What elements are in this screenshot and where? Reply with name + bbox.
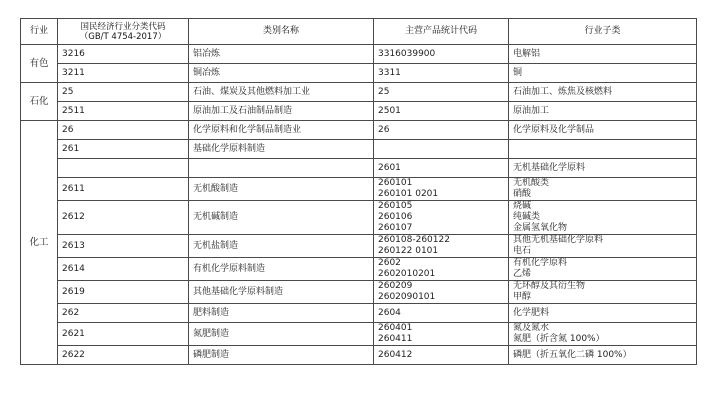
sub-industry: 铜 [513,67,523,78]
national-code-cell: 2511 [58,102,189,121]
sub-industry: 金属氢氧化物 [513,223,568,233]
national-code-cell: 2622 [58,346,189,365]
header-national-code-standard: （GB/T 4754-2017） [79,31,167,42]
sub-industry: 无环醇及其衍生物 [513,281,586,291]
product-code-cell [374,178,509,201]
national-code-cell: 26 [58,121,189,140]
sub-industry: 化学原料及化学制品 [513,124,595,135]
category-name-cell: 氮肥制造 [189,323,374,346]
product-code-cell [374,258,509,281]
product-code: 2602 [378,258,401,268]
product-code: 2501 [378,105,401,116]
table-row [21,102,697,121]
category-name-cell: 石油、煤炭及其他燃料加工业 [189,83,374,102]
sub-industry: 烧碱 [513,201,532,211]
product-code: 26 [378,124,390,135]
sub-industry: 纯碱类 [513,212,541,222]
national-code-cell: 2613 [58,235,189,258]
header-national-code [58,19,189,45]
table-row [21,83,697,102]
table-row [21,323,697,346]
product-code: 260122 0101 [378,246,439,256]
category-name-cell: 有机化学原料制造 [189,258,374,281]
sub-industry: 有机化学原料 [513,258,568,268]
header-industry: 行业 [21,19,58,45]
table-row [21,45,697,64]
product-code: 3316039900 [378,48,436,59]
product-code-cell [374,323,509,346]
sub-industry: 无机基础化学原料 [513,162,586,173]
product-code-cell [374,121,509,140]
sub-industry: 电解铝 [513,48,541,59]
header-category-name: 类别名称 [189,19,374,45]
national-code-cell: 262 [58,304,189,323]
sub-industry-cell [509,121,697,140]
sub-industry-cell [509,235,697,258]
table-row [21,140,697,159]
industry-cell: 有色 [21,45,58,83]
sub-industry-cell [509,258,697,281]
sub-industry-cell [509,102,697,121]
header-row [21,19,697,45]
national-code-cell: 2614 [58,258,189,281]
table-row [21,304,697,323]
industry-cell: 化工 [21,121,58,365]
table-row [21,178,697,201]
sub-industry: 硝酸 [513,189,532,199]
national-code-cell: 2612 [58,201,189,235]
table-row [21,281,697,304]
product-code: 2602010201 [378,269,436,279]
sub-industry: 化学肥料 [513,307,550,318]
national-code-cell [58,159,189,178]
product-code: 260108-260122 [378,235,450,245]
national-code-cell: 3211 [58,64,189,83]
sub-industry-cell [509,304,697,323]
industry-code-table [20,18,697,365]
product-code-cell [374,64,509,83]
category-name-cell: 化学原料和化学制品制造业 [189,121,374,140]
product-code-cell [374,140,509,159]
sub-industry: 其他无机基础化学原料 [513,235,604,245]
category-name-cell: 基础化学原料制造 [189,140,374,159]
sub-industry-cell [509,159,697,178]
national-code-cell: 25 [58,83,189,102]
category-name-cell: 铜冶炼 [189,64,374,83]
product-code: 260101 0201 [378,189,439,199]
product-code-cell [374,201,509,235]
sub-industry-cell [509,64,697,83]
header-sub-industry: 行业子类 [509,19,697,45]
industry-cell: 石化 [21,83,58,121]
product-code: 260401 [378,323,413,333]
sub-industry-cell [509,346,697,365]
sub-industry-cell [509,45,697,64]
national-code-cell: 2611 [58,178,189,201]
product-code: 260101 [378,178,413,188]
sub-industry-cell [509,83,697,102]
sub-industry-cell [509,281,697,304]
product-code: 260412 [378,349,413,360]
product-code-cell [374,304,509,323]
product-code: 260107 [378,223,413,233]
category-name-cell: 原油加工及石油制品制造 [189,102,374,121]
national-code-cell: 3216 [58,45,189,64]
category-name-cell: 其他基础化学原料制造 [189,281,374,304]
sub-industry: 磷肥（折五氧化二磷 100%） [513,349,632,360]
sub-industry: 甲醇 [513,292,532,302]
table-body [21,45,697,365]
product-code-cell [374,102,509,121]
product-code: 260105 [378,201,413,211]
national-code-cell: 261 [58,140,189,159]
sub-industry: 原油加工 [513,105,550,116]
category-name-cell: 肥料制造 [189,304,374,323]
category-name-cell: 无机碱制造 [189,201,374,235]
category-name-cell: 铝冶炼 [189,45,374,64]
product-code: 2604 [378,307,401,318]
table-row [21,258,697,281]
header-product-code: 主营产品统计代码 [374,19,509,45]
product-code: 260106 [378,212,413,222]
sub-industry: 无机酸类 [513,178,550,188]
category-name-cell: 磷肥制造 [189,346,374,365]
sub-industry-cell [509,178,697,201]
sub-industry: 氮肥（折含氮 100%） [513,334,605,344]
table-row [21,235,697,258]
product-code: 2602090101 [378,292,436,302]
product-code-cell [374,346,509,365]
sub-industry-cell [509,323,697,346]
product-code-cell [374,45,509,64]
sub-industry: 石油加工、炼焦及核燃料 [513,86,613,97]
sub-industry: 氮及氮水 [513,323,550,333]
sub-industry: 电石 [513,246,532,256]
product-code: 260411 [378,334,413,344]
national-code-cell: 2619 [58,281,189,304]
product-code: 3311 [378,67,401,78]
product-code-cell [374,83,509,102]
product-code: 2601 [378,162,401,173]
table-row [21,201,697,235]
category-name-cell [189,159,374,178]
category-name-cell: 无机盐制造 [189,235,374,258]
product-code-cell [374,235,509,258]
product-code-cell [374,159,509,178]
table-row [21,346,697,365]
industry-code-table-page [20,18,697,365]
product-code: 260209 [378,281,413,291]
national-code-cell: 2621 [58,323,189,346]
table-row [21,159,697,178]
sub-industry-cell [509,201,697,235]
category-name-cell: 无机酸制造 [189,178,374,201]
header-national-code-title: 国民经济行业分类代码 [80,21,166,32]
product-code: 25 [378,86,390,97]
product-code-cell [374,281,509,304]
sub-industry: 乙烯 [513,269,532,279]
table-row [21,64,697,83]
sub-industry-cell [509,140,697,159]
table-row [21,121,697,140]
